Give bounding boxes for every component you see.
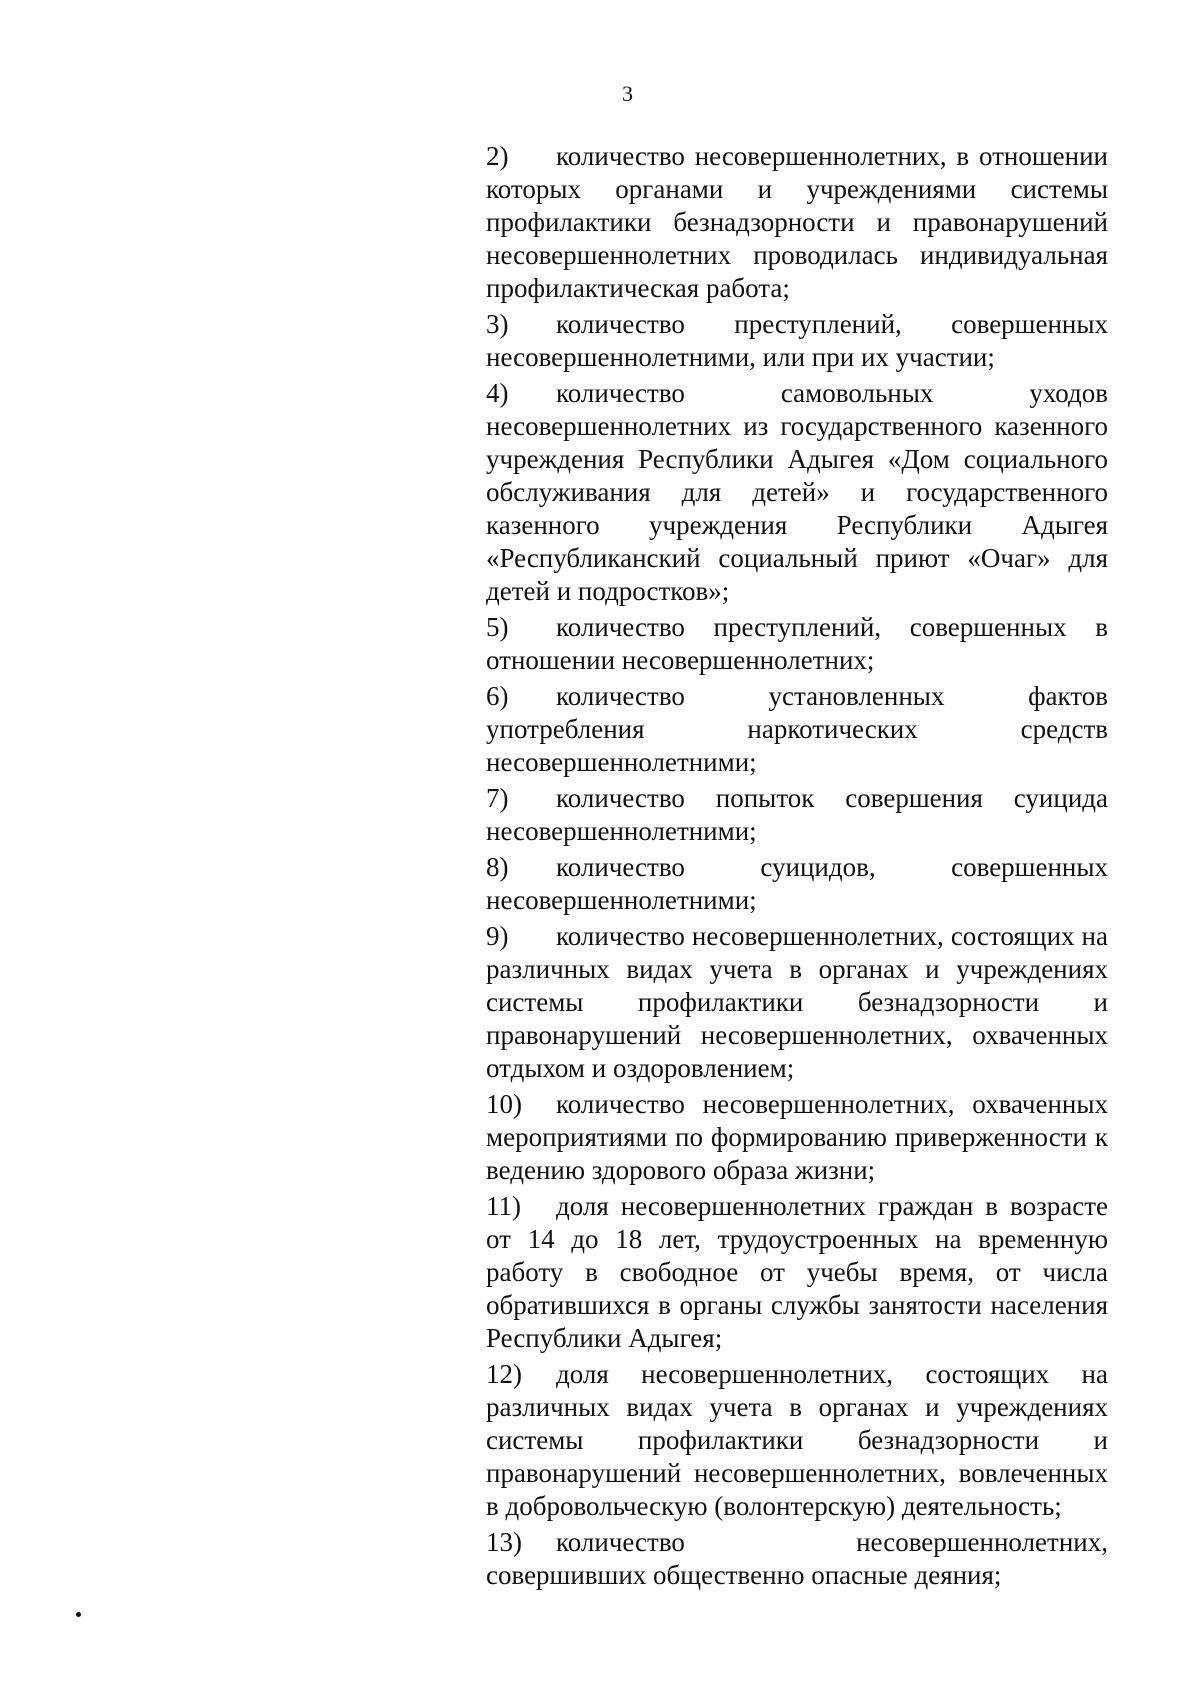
list-item: [486, 140, 1108, 305]
list-item: [486, 782, 1108, 848]
list-item: [486, 611, 1108, 677]
item-number: 13): [486, 1527, 522, 1557]
list-item: [486, 851, 1108, 917]
list-item: [486, 1190, 1108, 1355]
item-text: количество несовершеннолетних, совершивших общественно опасные деяния;: [486, 1527, 1108, 1590]
item-number: 3): [486, 309, 509, 339]
list-item: [486, 1088, 1108, 1187]
item-number: 2): [486, 141, 509, 171]
item-number: 11): [486, 1191, 521, 1221]
item-number: 4): [486, 378, 509, 408]
item-number: 6): [486, 681, 509, 711]
item-text: количество попыток совершения суицида несовершеннолетними;: [486, 783, 1108, 846]
list-item: [486, 377, 1108, 608]
item-text: количество установленных фактов употребления наркотических средств несовершеннолетними;: [486, 681, 1108, 777]
item-number: 7): [486, 783, 509, 813]
item-text: количество несовершеннолетних, в отношении которых органами и учреждениями системы профилактики безнадзорности и правонарушений несовершеннолетних проводилась индивидуальная профилактическая работа;: [486, 141, 1108, 303]
list-item: [486, 1526, 1108, 1592]
list-item: [486, 1358, 1108, 1523]
item-number: 5): [486, 612, 509, 642]
item-text: количество суицидов, совершенных несовершеннолетними;: [486, 852, 1108, 915]
item-text: количество несовершеннолетних, охваченных мероприятиями по формированию приверженности к ведению здорового образа жизни;: [486, 1089, 1108, 1185]
item-text: доля несовершеннолетних, состоящих на различных видах учета в органах и учреждениях системы профилактики безнадзорности и правонарушений несовершеннолетних, вовлеченных в добровольческую (волонтерскую) деятельность;: [486, 1359, 1108, 1521]
item-text: количество несовершеннолетних, состоящих на различных видах учета в органах и учреждениях системы профилактики безнадзорности и правонарушений несовершеннолетних, охваченных отдыхом и оздоровлением;: [486, 921, 1108, 1083]
document-body: [486, 140, 1108, 1595]
list-item: [486, 680, 1108, 779]
item-number: 10): [486, 1089, 522, 1119]
page-number: 3: [622, 81, 633, 106]
item-number: 8): [486, 852, 509, 882]
item-text: количество самовольных уходов несовершеннолетних из государственного казенного учреждения Республики Адыгея «Дом социального обслуживания для детей» и государственного казенного учреждения Республики Адыгея «Республиканский социальный приют «Очаг» для детей и подростков»;: [486, 378, 1108, 606]
item-text: доля несовершеннолетних граждан в возрасте от 14 до 18 лет, трудоустроенных на временную работу в свободное от учебы время, от числа обратившихся в органы службы занятости населения Республики Адыгея;: [486, 1191, 1108, 1353]
item-number: 9): [486, 921, 509, 951]
scan-mark: [76, 1612, 81, 1617]
list-item: [486, 308, 1108, 374]
item-number: 12): [486, 1359, 522, 1389]
item-text: количество преступлений, совершенных в отношении несовершеннолетних;: [486, 612, 1108, 675]
list-item: [486, 920, 1108, 1085]
item-text: количество преступлений, совершенных несовершеннолетними, или при их участии;: [486, 309, 1108, 372]
